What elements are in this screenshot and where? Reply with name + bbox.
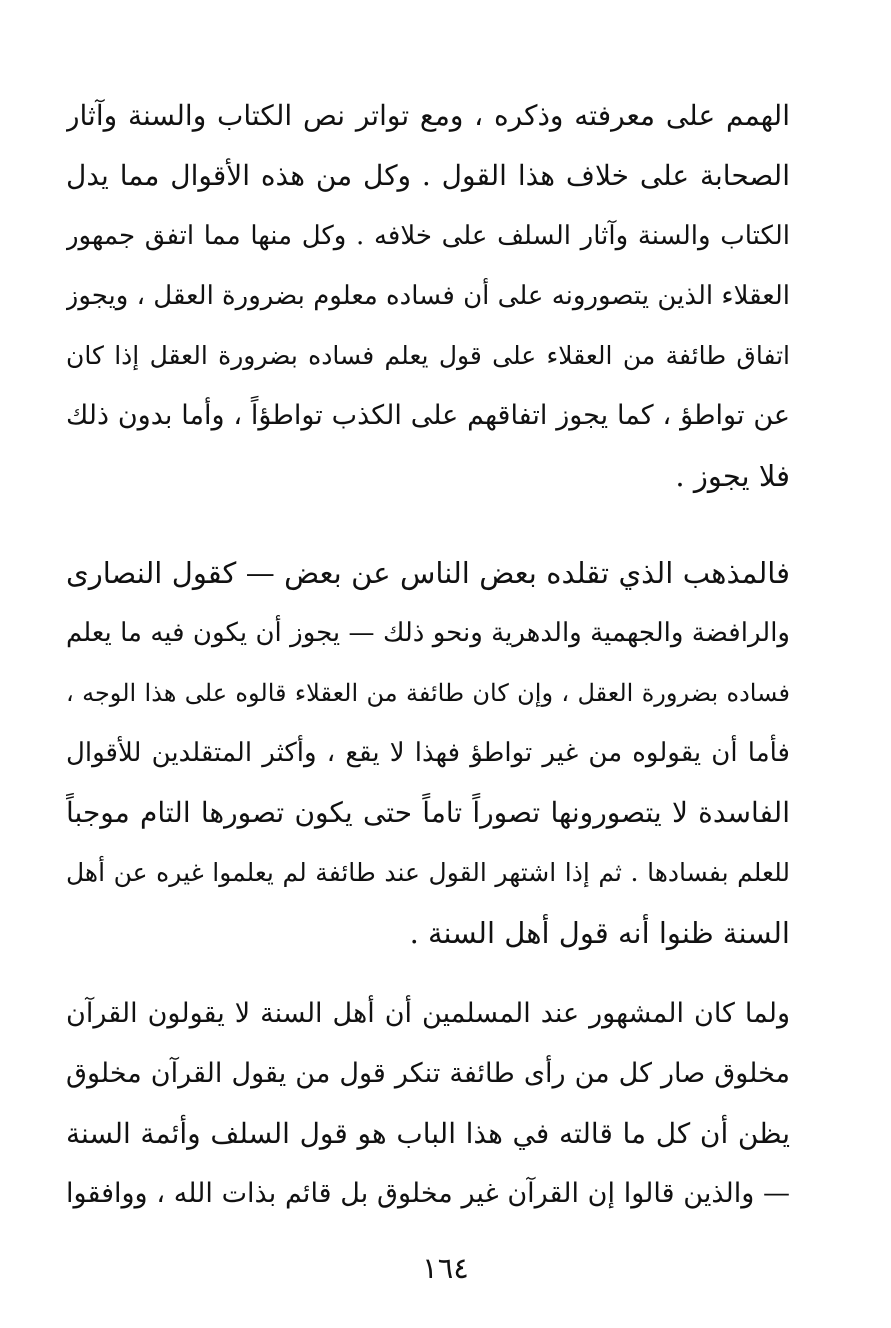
page-number: ١٦٤: [422, 1251, 469, 1285]
paragraph-line: الهمم على معرفته وذكره ، ومع تواتر نص الكتاب والسنة وآثار: [66, 99, 790, 132]
paragraph-line: فالمذهب الذي تقلده بعض الناس عن بعض — كقول النصارى: [66, 556, 790, 590]
paragraph-1: [66, 86, 790, 506]
paragraph-line: فأما أن يقولوه من غير تواطؤ فهذا لا يقع ، وأكثر المتقلدين للأقوال: [66, 738, 790, 768]
paragraph-line: — والذين قالوا إن القرآن غير مخلوق بل قائم بذات الله ، ووافقوا: [66, 1178, 790, 1209]
paragraph-line: الصحابة على خلاف هذا القول . وكل من هذه الأقوال مما يدل: [66, 159, 790, 192]
paragraph-line: مخلوق صار كل من رأى طائفة تنكر قول من يقول القرآن مخلوق: [66, 1058, 790, 1089]
paragraph-line: السنة ظنوا أنه قول أهل السنة .: [409, 916, 790, 950]
paragraph-line: فساده بضرورة العقل ، وإن كان طائفة من العقلاء قالوه على هذا الوجه ،: [66, 679, 790, 707]
paragraph-line: الكتاب والسنة وآثار السلف على خلافه . وكل منها مما اتفق جمهور: [66, 221, 790, 251]
paragraph-line: الفاسدة لا يتصورونها تصوراً تاماً حتى يكون تصورها التام موجباً: [66, 796, 790, 829]
paragraph-line: والرافضة والجهمية والدهرية ونحو ذلك — يجوز أن يكون فيه ما يعلم: [66, 618, 790, 648]
paragraph-line: ولما كان المشهور عند المسلمين أن أهل السنة لا يقولون القرآن: [66, 998, 790, 1029]
paragraph-line: اتفاق طائفة من العقلاء على قول يعلم فساده بضرورة العقل إذا كان: [66, 341, 790, 370]
paragraph-line: فلا يجوز .: [675, 459, 790, 493]
paragraph-line: العقلاء الذين يتصورونه على أن فساده معلوم بضرورة العقل ، ويجوز: [66, 281, 790, 311]
paragraph-3: [66, 984, 790, 1224]
paragraph-line: للعلم بفسادها . ثم إذا اشتهر القول عند طائفة لم يعلموا غيره عن أهل: [66, 858, 790, 887]
paragraph-2: [66, 543, 790, 963]
paragraph-line: يظن أن كل ما قالته في هذا الباب هو قول السلف وأئمة السنة: [66, 1117, 790, 1150]
paragraph-line: عن تواطؤ ، كما يجوز اتفاقهم على الكذب تواطؤاً ، وأما بدون ذلك: [66, 400, 790, 431]
